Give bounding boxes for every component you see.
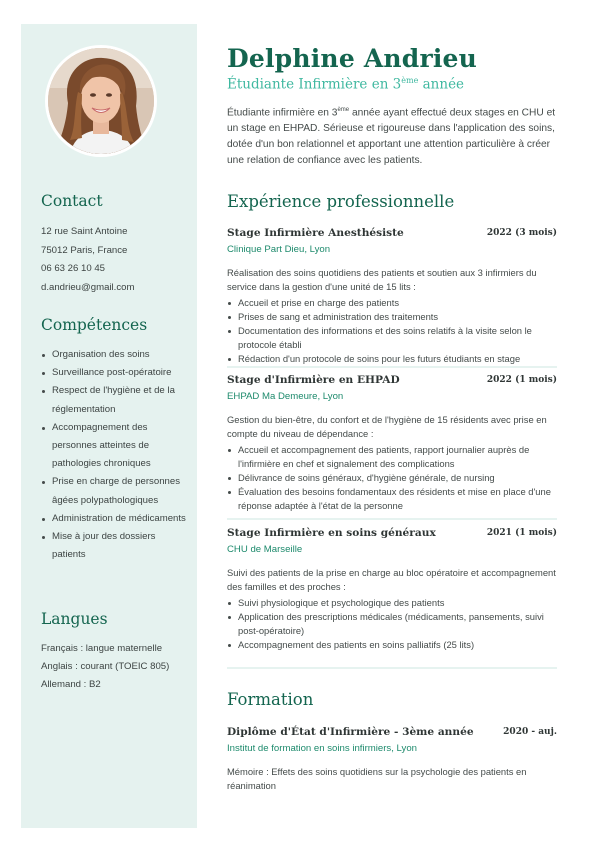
job-bullet: Suivi physiologique et psychologique des patients [227,596,557,610]
degree-title: Diplôme d'État d'Infirmière - 3ème année [227,726,474,738]
experience-title: Expérience professionnelle [227,192,455,211]
skill-item: Mise à jour des dossiers patients [41,528,191,564]
job-title: Stage Infirmière en soins généraux [227,527,436,539]
contact-phone[interactable]: 06 63 26 10 45 [41,263,106,274]
language-item: Français : langue maternelle [41,643,163,654]
skills-title: Compétences [41,316,148,334]
job-description: Suivi des patients de la prise en charge au bloc opératoire et accompagnement des familles et des proches : [227,567,556,593]
divider [227,667,557,669]
education-title: Formation [227,690,314,709]
education-entry [227,726,557,793]
language-item: Allemand : B2 [41,679,101,691]
skill-item: Prise en charge de personnes âgées polypathologiques [41,473,191,509]
experience-entry [227,527,557,652]
contact-address-line-2: 75012 Paris, France [41,244,128,256]
job-bullet: Accueil et prise en charge des patients [227,296,557,310]
degree-description: Mémoire : Effets des soins quotidiens sur la psychologie des patients en réanimation [227,766,527,792]
school-name: Institut de formation en soins infirmiers, Lyon [227,743,418,754]
job-date: 2022 (1 mois) [486,375,557,385]
degree-date: 2020 - auj. [503,727,557,737]
experience-entry [227,374,557,513]
job-description: Réalisation des soins quotidiens des patients et soutien aux 3 infirmiers du service dans la gestion d'une unité de 15 lits : [227,267,537,293]
profile-summary: Étudiante infirmière en 3ème année ayant effectué deux stages en CHU et un stage en EHPAD. Sérieuse et rigoureuse dans l'application des soins, dotée d'un bon relationnel et apportant une attention particulière à créer une relation de confiance avec les patients. [227,107,556,167]
contact-address-line-1: 12 rue Saint Antoine [41,226,128,237]
language-item: Anglais : courant (TOEIC 805) [41,661,170,673]
job-bullet: Accompagnement des patients en soins palliatifs (25 lits) [227,638,557,652]
job-bullet: Prises de sang et administration des traitements [227,310,557,324]
job-bullet: Accueil et accompagnement des patients, rapport journalier auprès de l'infirmière en chef et signalement des complications [227,443,557,471]
portrait-illustration [48,48,154,154]
job-title: Stage Infirmière Anesthésiste [227,227,404,239]
job-bullet: Délivrance de soins généraux, d'hygiène générale, de nursing [227,471,557,485]
contact-title: Contact [41,192,103,210]
job-bullets [227,596,557,652]
job-bullets [227,296,557,366]
job-bullet: Documentation des informations et des soins relatifs à la visite selon le protocole établi [227,324,557,352]
skill-item: Accompagnement des personnes atteintes de pathologies chroniques [41,419,191,474]
contact-email[interactable]: d.andrieu@gmail.com [41,281,135,293]
candidate-subtitle: Étudiante Infirmière en 3ème année [227,76,465,93]
job-bullet: Application des prescriptions médicales (médicaments, pansements, suivi post-opératoire) [227,610,557,638]
candidate-name: Delphine Andrieu [227,44,478,73]
divider [227,366,557,368]
sidebar [21,24,197,828]
job-bullet: Évaluation des besoins fondamentaux des résidents et mise en place d'une réponse adaptée à l'état de la personne [227,485,557,513]
languages-title: Langues [41,610,108,628]
profile-photo [45,45,157,157]
divider [227,518,557,520]
job-bullets [227,443,557,513]
job-description: Gestion du bien-être, du confort et de l'hygiène de 15 résidents avec prise en compte du niveau de dépendance : [227,414,547,440]
skill-item: Administration de médicaments [41,510,191,528]
job-title: Stage d'Infirmière en EHPAD [227,374,400,386]
experience-entry [227,227,557,366]
contact-info [41,223,134,297]
skill-item: Surveillance post-opératoire [41,364,191,382]
skill-item: Respect de l'hygiène et de la réglementation [41,382,191,418]
job-bullet: Rédaction d'un protocole de soins pour les futurs étudiants en stage [227,352,557,366]
job-place: EHPAD Ma Demeure, Lyon [227,391,344,402]
skills-list [41,346,191,564]
job-place: CHU de Marseille [227,544,303,555]
skill-item: Organisation des soins [41,346,191,364]
job-place: Clinique Part Dieu, Lyon [227,244,331,255]
languages-list [41,640,169,695]
job-date: 2022 (3 mois) [486,228,557,238]
job-date: 2021 (1 mois) [486,528,557,538]
